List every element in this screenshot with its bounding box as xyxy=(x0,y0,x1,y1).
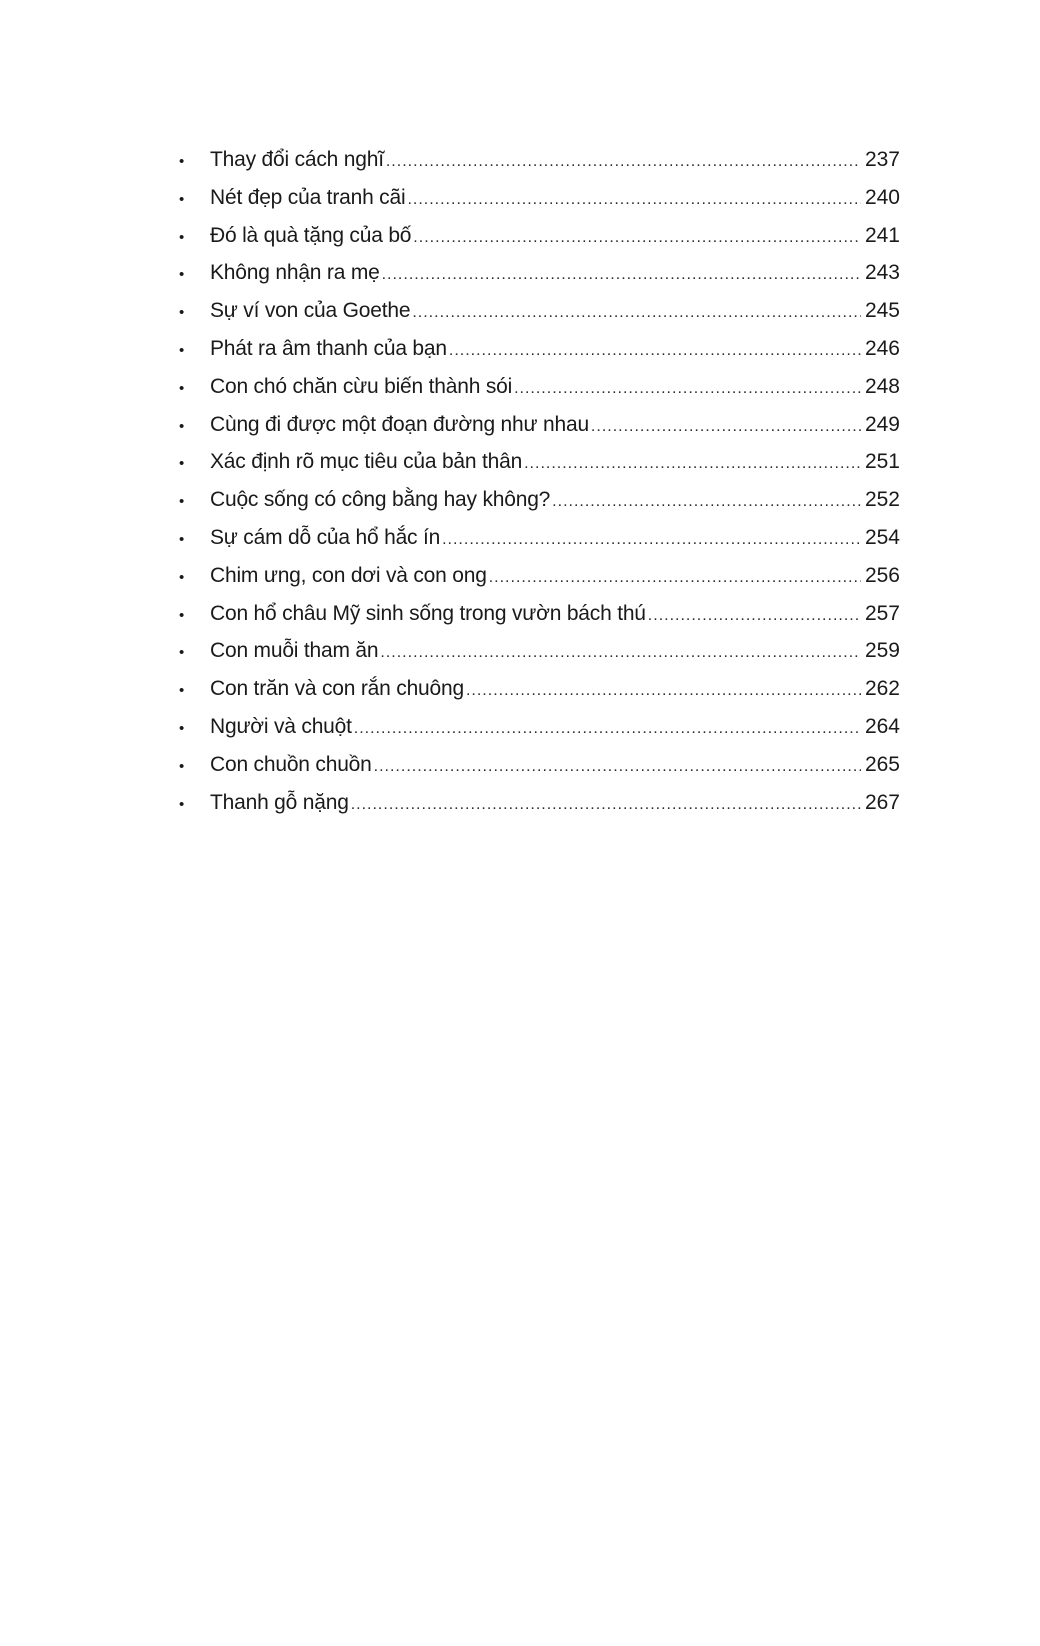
dot-leader xyxy=(489,559,861,597)
toc-entry xyxy=(178,406,900,444)
dot-leader xyxy=(354,710,861,748)
toc-entry xyxy=(178,254,900,292)
table-of-contents xyxy=(178,141,900,821)
dot-leader xyxy=(442,521,861,559)
bullet-icon: • xyxy=(179,228,185,246)
toc-entry-title: Con chó chăn cừu biến thành sói xyxy=(210,374,513,398)
bullet-icon: • xyxy=(179,530,185,548)
toc-entry-title: Thay đổi cách nghĩ xyxy=(210,148,384,171)
toc-entry-page: 262 xyxy=(864,677,900,701)
dot-leader xyxy=(466,672,861,710)
bullet-icon: • xyxy=(179,455,185,473)
toc-entry xyxy=(178,481,900,519)
toc-entry-title: Nét đẹp của tranh cãi xyxy=(210,185,406,209)
bullet-icon: • xyxy=(179,719,185,737)
toc-entry-title: Cùng đi được một đoạn đường như nhau xyxy=(210,412,589,436)
toc-entry-title: Con hổ châu Mỹ sinh sống trong vườn bách thú xyxy=(210,601,646,625)
dot-leader xyxy=(412,294,861,332)
toc-entry-title: Không nhận ra mẹ xyxy=(210,261,380,285)
toc-entry-page: 264 xyxy=(864,714,900,738)
toc-entry-page: 248 xyxy=(864,374,900,398)
toc-entry-page: 237 xyxy=(864,148,900,171)
bullet-icon: • xyxy=(179,153,185,170)
toc-entry xyxy=(178,217,900,255)
toc-entry-title: Cuộc sống có công bằng hay không? xyxy=(210,488,551,512)
dot-leader xyxy=(591,408,861,446)
dot-leader xyxy=(351,786,861,824)
dot-leader xyxy=(374,748,861,786)
toc-entry xyxy=(178,330,900,368)
toc-entry-page: 245 xyxy=(864,299,900,323)
toc-entry-title: Đó là quà tặng của bố xyxy=(210,223,412,247)
bullet-icon: • xyxy=(179,644,185,662)
bullet-icon: • xyxy=(179,682,185,700)
bullet-icon: • xyxy=(179,606,185,624)
toc-entry-page: 249 xyxy=(864,412,900,436)
toc-entry-title: Con chuồn chuồn xyxy=(210,752,372,776)
dot-leader xyxy=(413,219,861,257)
toc-entry-title: Người và chuột xyxy=(210,714,352,738)
dot-leader xyxy=(382,256,861,294)
toc-entry xyxy=(178,368,900,406)
bullet-icon: • xyxy=(179,304,185,322)
toc-entry xyxy=(178,784,900,822)
toc-entry-page: 243 xyxy=(864,261,900,285)
bullet-icon: • xyxy=(179,341,185,359)
bullet-icon: • xyxy=(179,795,185,813)
toc-entry xyxy=(178,292,900,330)
bullet-icon: • xyxy=(179,266,185,284)
toc-entry-title: Sự ví von của Goethe xyxy=(210,299,411,323)
toc-entry-title: Chim ưng, con dơi và con ong xyxy=(210,563,487,587)
toc-entry-page: 252 xyxy=(864,488,900,512)
toc-entry-page: 256 xyxy=(864,563,900,587)
dot-leader xyxy=(514,370,861,408)
toc-entry xyxy=(178,557,900,595)
bullet-icon: • xyxy=(179,379,185,397)
toc-entry-page: 246 xyxy=(864,336,900,360)
toc-entry-page: 254 xyxy=(864,525,900,549)
toc-entry-title: Con muỗi tham ăn xyxy=(210,639,379,663)
dot-leader xyxy=(380,634,861,672)
toc-entry xyxy=(178,179,900,217)
toc-entry-page: 241 xyxy=(864,223,900,247)
dot-leader xyxy=(648,597,861,635)
toc-entry-page: 251 xyxy=(864,450,900,474)
toc-entry xyxy=(178,746,900,784)
toc-entry xyxy=(178,632,900,670)
toc-entry-title: Sự cám dỗ của hổ hắc ín xyxy=(210,525,441,549)
dot-leader xyxy=(386,143,861,181)
toc-entry xyxy=(178,595,900,633)
bullet-icon: • xyxy=(179,757,185,775)
toc-entry xyxy=(178,519,900,557)
toc-entry xyxy=(178,670,900,708)
bullet-icon: • xyxy=(179,493,185,511)
toc-entry-page: 257 xyxy=(864,601,900,625)
dot-leader xyxy=(407,181,861,219)
toc-entry-page: 259 xyxy=(864,639,900,663)
dot-leader xyxy=(449,332,861,370)
dot-leader xyxy=(552,483,861,521)
toc-entry-page: 265 xyxy=(864,752,900,776)
toc-entry-page: 267 xyxy=(864,790,900,814)
toc-entry-title: Phát ra âm thanh của bạn xyxy=(210,336,447,360)
toc-entry xyxy=(178,708,900,746)
bullet-icon: • xyxy=(179,417,185,435)
bullet-icon: • xyxy=(179,190,185,208)
toc-entry-title: Thanh gỗ nặng xyxy=(210,790,349,814)
toc-entry-title: Xác định rõ mục tiêu của bản thân xyxy=(210,450,523,474)
toc-entry xyxy=(178,443,900,481)
toc-entry-page: 240 xyxy=(864,185,900,209)
toc-entry xyxy=(178,141,900,179)
bullet-icon: • xyxy=(179,568,185,586)
toc-entry-title: Con trăn và con rắn chuông xyxy=(210,677,464,701)
dot-leader xyxy=(524,445,861,483)
